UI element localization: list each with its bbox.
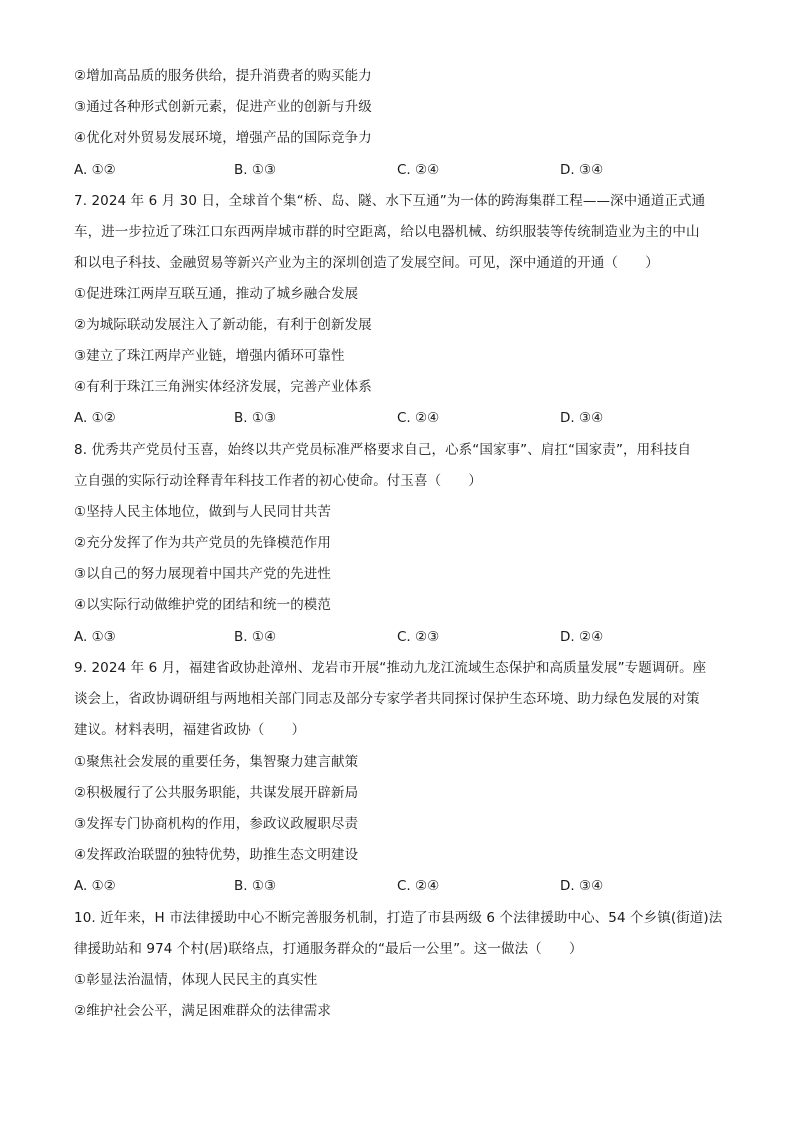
q9-option-3: ③发挥专门协商机构的作用，参政议政履职尽责 [74,816,359,832]
q10-stem-line-2: 律援助站和 974 个村(居)联络点，打通服务群众的“最后一公里”。这一做法（ ） [74,941,583,957]
q10-option-2: ②维护社会公平，满足困难群众的法律需求 [74,1003,332,1019]
q9-option-2: ②积极履行了公共服务职能，共谋发展开辟新局 [74,785,359,801]
q7-choice-a[interactable]: A. ①② [74,410,116,426]
q7-option-4: ④有利于珠江三角洲实体经济发展，完善产业体系 [74,379,372,395]
q9-choice-c[interactable]: C. ②④ [397,878,440,894]
q6-option-2: ②增加高品质的服务供给，提升消费者的购买能力 [74,68,372,84]
q7-choice-c[interactable]: C. ②④ [397,410,440,426]
q8-choice-a[interactable]: A. ①③ [74,629,116,645]
q9-stem-line-1: 9. 2024 年 6 月，福建省政协赴漳州、龙岩市开展“推动九龙江流域生态保护和高质量发展”专题调研。座 [74,660,707,676]
q6-choice-d[interactable]: D. ③④ [560,162,604,178]
q8-stem-line-2: 立自强的实际行动诠释青年科技工作者的初心使命。付玉喜（ ） [74,473,482,489]
q8-option-4: ④以实际行动做维护党的团结和统一的模范 [74,597,332,613]
q9-option-1: ①聚焦社会发展的重要任务，集智聚力建言献策 [74,754,359,770]
q8-stem-line-1: 8. 优秀共产党员付玉喜，始终以共产党员标准严格要求自己，心系“国家事”、肩扛“国家责”，用科技自 [74,442,692,458]
q6-choice-c[interactable]: C. ②④ [397,162,440,178]
q8-choice-d[interactable]: D. ②④ [560,629,604,645]
q8-option-3: ③以自己的努力展现着中国共产党的先进性 [74,566,332,582]
q9-stem-line-2: 谈会上，省政协调研组与两地相关部门同志及部分专家学者共同探讨保护生态环境、助力绿色发展的对策 [74,691,700,707]
q9-option-4: ④发挥政治联盟的独特优势，助推生态文明建设 [74,847,359,863]
q7-option-3: ③建立了珠江两岸产业链，增强内循环可靠性 [74,348,345,364]
q6-choice-b[interactable]: B. ①③ [234,162,277,178]
q6-option-4: ④优化对外贸易发展环境，增强产品的国际竞争力 [74,130,372,146]
q8-choice-b[interactable]: B. ①④ [234,629,277,645]
q8-option-1: ①坚持人民主体地位，做到与人民同甘共苦 [74,504,332,520]
q9-stem-line-3: 建议。材料表明，福建省政协（ ） [74,722,306,738]
q9-choice-b[interactable]: B. ①③ [234,878,277,894]
q9-choice-d[interactable]: D. ③④ [560,878,604,894]
q8-choice-c[interactable]: C. ②③ [397,629,440,645]
q7-choice-b[interactable]: B. ①③ [234,410,277,426]
q7-choice-d[interactable]: D. ③④ [560,410,604,426]
q6-option-3: ③通过各种形式创新元素，促进产业的创新与升级 [74,99,372,115]
q7-option-1: ①促进珠江两岸互联互通，推动了城乡融合发展 [74,286,359,302]
q8-option-2: ②充分发挥了作为共产党员的先锋模范作用 [74,535,332,551]
q9-choice-a[interactable]: A. ①② [74,878,116,894]
q7-answer-choices [74,408,724,428]
q7-stem-line-1: 7. 2024 年 6 月 30 日，全球首个集“桥、岛、隧、水下互通”为一体的跨海集群工程——深中通道正式通 [74,193,706,209]
q7-stem-line-3: 和以电子科技、金融贸易等新兴产业为主的深圳创造了发展空间。可见，深中通道的开通（ ） [74,255,659,271]
q6-answer-choices [74,160,724,180]
q7-stem-line-2: 车，进一步拉近了珠江口东西两岸城市群的时空距离，给以电器机械、纺织服装等传统制造业为主的中山 [74,224,700,240]
q10-option-1: ①彰显法治温情，体现人民民主的真实性 [74,972,318,988]
q8-answer-choices [74,627,724,647]
q9-answer-choices [74,876,724,896]
q6-choice-a[interactable]: A. ①② [74,162,116,178]
q10-stem-line-1: 10. 近年来，H 市法律援助中心不断完善服务机制，打造了市县两级 6 个法律援助中心、54 个乡镇(街道)法 [74,910,723,926]
q7-option-2: ②为城际联动发展注入了新动能，有利于创新发展 [74,317,372,333]
